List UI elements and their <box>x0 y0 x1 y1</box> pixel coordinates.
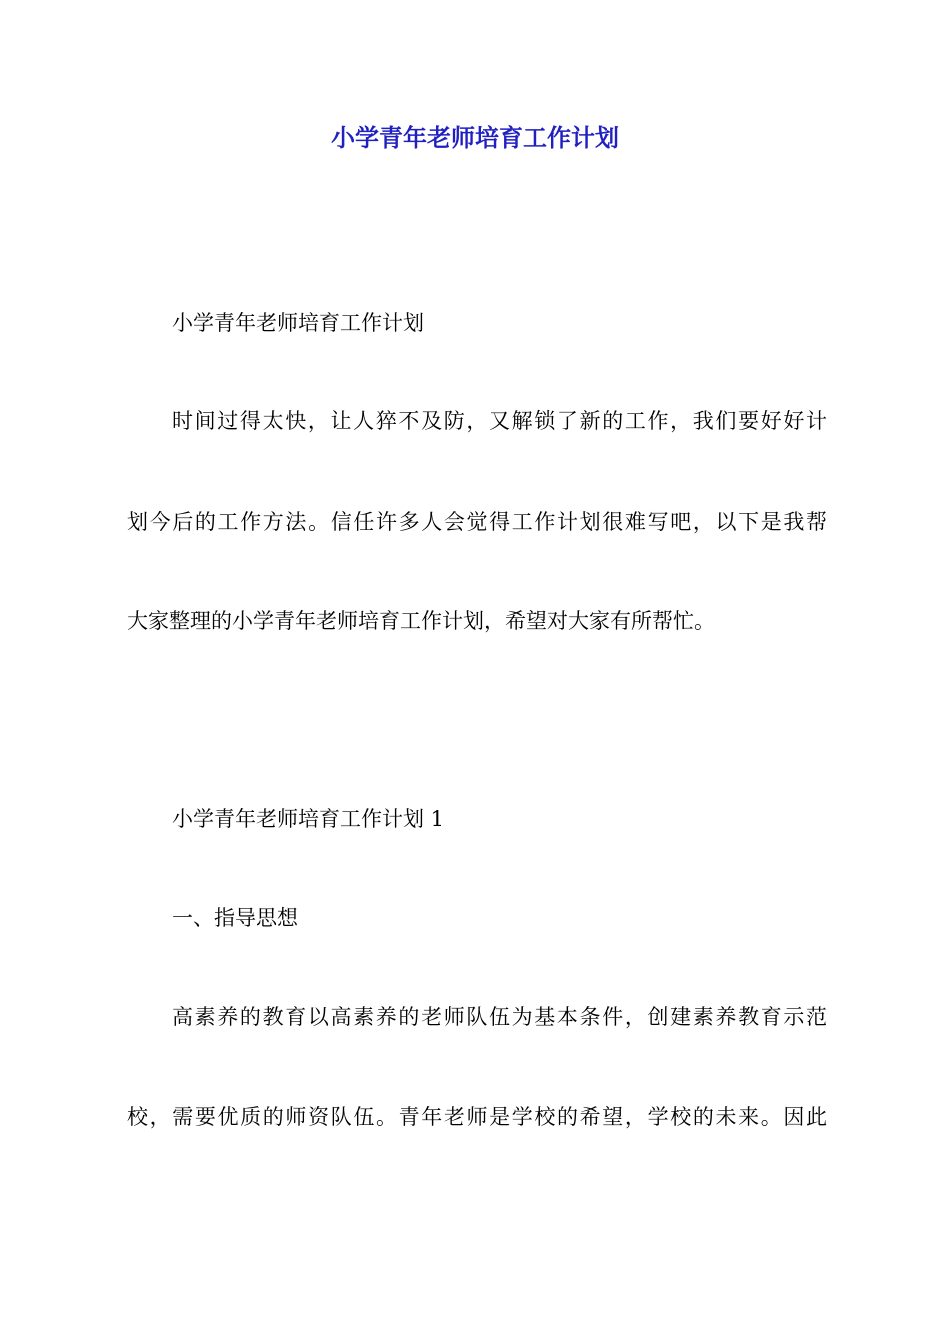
document-subtitle: 小学青年老师培育工作计划 <box>172 311 424 335</box>
section-heading: 小学青年老师培育工作计划 1 <box>172 807 445 831</box>
part-body-line-1: 高素养的教育以高素养的老师队伍为基本条件，创建素养教育示范 <box>172 1005 827 1029</box>
part-heading: 一、指导思想 <box>172 906 298 930</box>
intro-line-3: 大家整理的小学青年老师培育工作计划，希望对大家有所帮忙。 <box>127 609 715 633</box>
part-body-line-2: 校，需要优质的师资队伍。青年老师是学校的希望，学校的未来。因此 <box>127 1105 827 1129</box>
intro-line-2: 划今后的工作方法。信任许多人会觉得工作计划很难写吧，以下是我帮 <box>127 510 827 534</box>
intro-line-1: 时间过得太快，让人猝不及防，又解锁了新的工作，我们要好好计 <box>172 409 827 433</box>
document-title: 小学青年老师培育工作计划 <box>331 124 619 152</box>
